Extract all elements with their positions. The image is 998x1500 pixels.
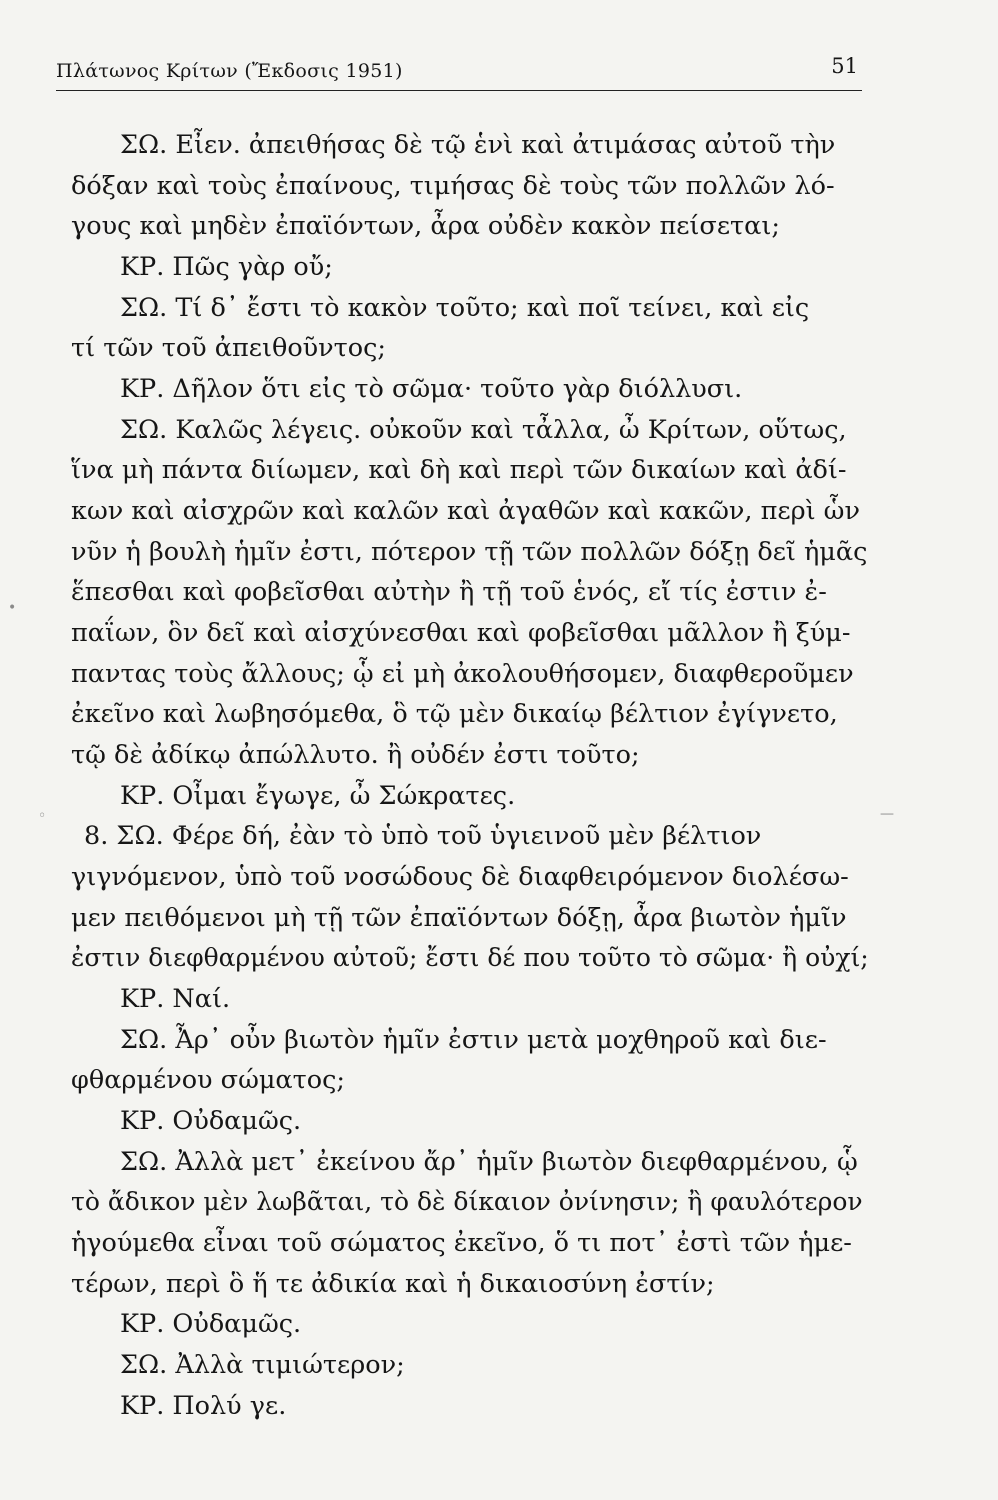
text-line: τέρων, περὶ ὃ ἥ τε ἀδικία καὶ ἡ δικαιοσύνη ἐστίν;: [71, 1269, 715, 1299]
text-line: μεν πειθόμενοι μὴ τῇ τῶν ἐπαϊόντων δόξῃ, ἆρα βιωτὸν ἡμῖν: [71, 903, 847, 933]
text-line: τῷ δὲ ἀδίκῳ ἀπώλλυτο. ἢ οὐδέν ἐστι τοῦτο;: [71, 740, 640, 770]
text-line: γιγνόμενον, ὑπὸ τοῦ νοσώδους δὲ διαφθειρόμενον διολέσω-: [71, 862, 849, 892]
text-line: ἵνα μὴ πάντα διίωμεν, καὶ δὴ καὶ περὶ τῶν δικαίων καὶ ἀδί-: [71, 455, 847, 485]
text-line: ΚΡ. Οἶμαι ἔγωγε, ὦ Σώκρατες.: [120, 781, 516, 811]
text-line: ΚΡ. Πολύ γε.: [120, 1391, 287, 1421]
text-line: ΣΩ. Εἶεν. ἀπειθήσας δὲ τῷ ἑνὶ καὶ ἀτιμάσας αὐτοῦ τὴν: [120, 130, 836, 160]
text-line: ΣΩ. Καλῶς λέγεις. οὐκοῦν καὶ τἆλλα, ὦ Κρίτων, οὕτως,: [120, 415, 847, 445]
text-line: φθαρμένου σώματος;: [71, 1065, 345, 1095]
text-line: 8. ΣΩ. Φέρε δή, ἐὰν τὸ ὑπὸ τοῦ ὑγιεινοῦ μὲν βέλτιον: [84, 821, 762, 851]
text-line: ΚΡ. Ναί.: [120, 984, 231, 1014]
margin-mark: •: [8, 600, 17, 616]
text-line: ΚΡ. Πῶς γὰρ οὔ;: [120, 252, 333, 282]
text-line: ἡγούμεθα εἶναι τοῦ σώματος ἐκεῖνο, ὅ τι ποτ᾽ ἐστὶ τῶν ἡμε-: [71, 1228, 852, 1258]
text-line: παΐων, ὃν δεῖ καὶ αἰσχύνεσθαι καὶ φοβεῖσθαι μᾶλλον ἢ ξύμ-: [71, 618, 851, 648]
text-line: κων καὶ αἰσχρῶν καὶ καλῶν καὶ ἀγαθῶν καὶ κακῶν, περὶ ὧν: [71, 496, 860, 526]
text-line: ἐκεῖνο καὶ λωβησόμεθα, ὃ τῷ μὲν δικαίῳ βέλτιον ἐγίγνετο,: [71, 699, 838, 729]
margin-mark: —: [880, 806, 894, 822]
text-line: ΣΩ. Τί δ᾽ ἔστι τὸ κακὸν τοῦτο; καὶ ποῖ τείνει, καὶ εἰς: [120, 293, 810, 323]
text-line: ἕπεσθαι καὶ φοβεῖσθαι αὐτὴν ἢ τῇ τοῦ ἑνός, εἴ τίς ἐστιν ἐ-: [71, 577, 827, 607]
text-line: ΚΡ. Οὐδαμῶς.: [120, 1309, 302, 1339]
running-title: Πλάτωνος Κρίτων (Ἔκδοσις 1951): [56, 60, 403, 82]
text-line: τί τῶν τοῦ ἀπειθοῦντος;: [71, 333, 387, 363]
page-number: 51: [831, 54, 858, 78]
text-line: ΚΡ. Οὐδαμῶς.: [120, 1106, 302, 1136]
text-line: τὸ ἄδικον μὲν λωβᾶται, τὸ δὲ δίκαιον ὀνίνησιν; ἢ φαυλότερον: [71, 1187, 863, 1216]
text-line: ΣΩ. Ἀλλὰ τιμιώτερον;: [120, 1350, 405, 1380]
text-line: ἐστιν διεφθαρμένου αὐτοῦ; ἔστι δέ που τοῦτο τὸ σῶμα· ἢ οὐχί;: [71, 943, 869, 972]
text-line: ΣΩ. Ἀλλὰ μετ᾽ ἐκείνου ἄρ᾽ ἡμῖν βιωτὸν διεφθαρμένου, ᾧ: [120, 1147, 858, 1177]
text-line: δόξαν καὶ τοὺς ἐπαίνους, τιμήσας δὲ τοὺς τῶν πολλῶν λό-: [71, 171, 835, 201]
text-line: παντας τοὺς ἄλλους; ᾧ εἰ μὴ ἀκολουθήσομεν, διαφθεροῦμεν: [71, 659, 854, 689]
text-line: ΣΩ. Ἆρ᾽ οὖν βιωτὸν ἡμῖν ἐστιν μετὰ μοχθηροῦ καὶ διε-: [120, 1025, 827, 1055]
margin-mark: ◦: [38, 808, 47, 824]
text-line: νῦν ἡ βουλὴ ἡμῖν ἐστι, πότερον τῇ τῶν πολλῶν δόξῃ δεῖ ἡμᾶς: [71, 537, 868, 567]
text-line: γους καὶ μηδὲν ἐπαϊόντων, ἆρα οὐδὲν κακὸν πείσεται;: [71, 211, 780, 241]
text-line: ΚΡ. Δῆλον ὅτι εἰς τὸ σῶμα· τοῦτο γὰρ διόλλυσι.: [120, 374, 743, 404]
